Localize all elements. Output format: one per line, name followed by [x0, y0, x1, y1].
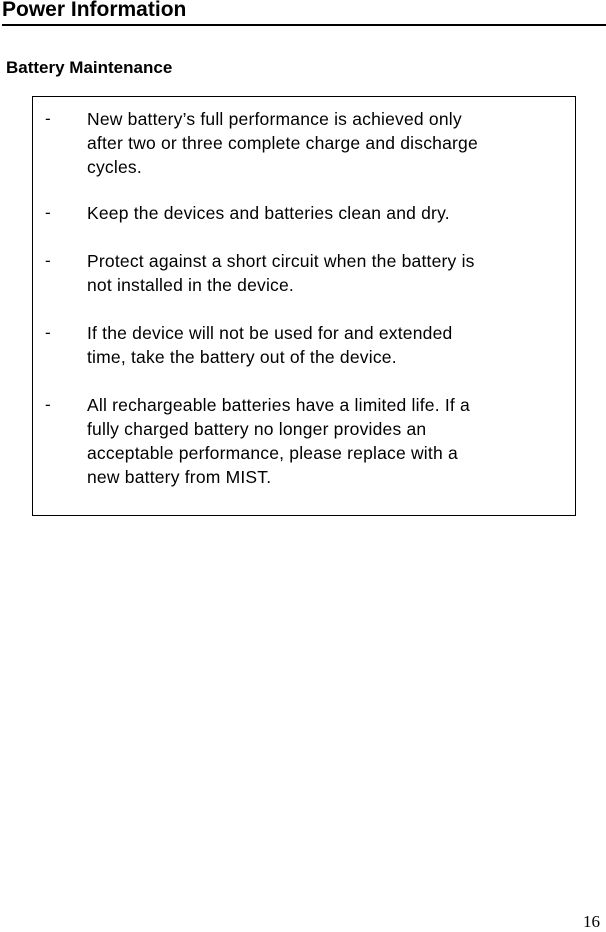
tip-text [87, 107, 557, 179]
tip-line: new battery from MIST. [87, 467, 272, 487]
section-title: Battery Maintenance [6, 58, 173, 77]
bullet-dash: - [45, 395, 51, 414]
battery-tips-box [32, 96, 576, 516]
bullet-dash: - [45, 323, 51, 342]
tip-line: not installed in the device. [87, 275, 294, 295]
bullet-dash: - [45, 203, 51, 222]
tip-text [87, 321, 557, 369]
tip-line: fully charged battery no longer provides an [87, 419, 427, 439]
page-heading [2, 0, 606, 26]
tip-line: cycles. [87, 157, 142, 177]
tip-text [87, 249, 557, 297]
tip-line: All rechargeable batteries have a limited life. If a [87, 395, 470, 415]
tip-text [87, 201, 557, 225]
tip-line: acceptable performance, please replace with a [87, 443, 458, 463]
bullet-dash: - [45, 109, 51, 128]
tip-line: after two or three complete charge and discharge [87, 133, 478, 153]
tip-text [87, 393, 557, 489]
tip-line: New battery’s full performance is achieved only [87, 109, 462, 129]
bullet-dash: - [45, 251, 51, 270]
tip-line: If the device will not be used for and extended [87, 323, 453, 343]
tip-line: time, take the battery out of the device. [87, 347, 397, 367]
tip-line: Protect against a short circuit when the battery is [87, 251, 475, 271]
page-title: Power Information [2, 0, 187, 21]
page-number: 16 [583, 912, 600, 931]
tip-line: Keep the devices and batteries clean and dry. [87, 203, 450, 223]
